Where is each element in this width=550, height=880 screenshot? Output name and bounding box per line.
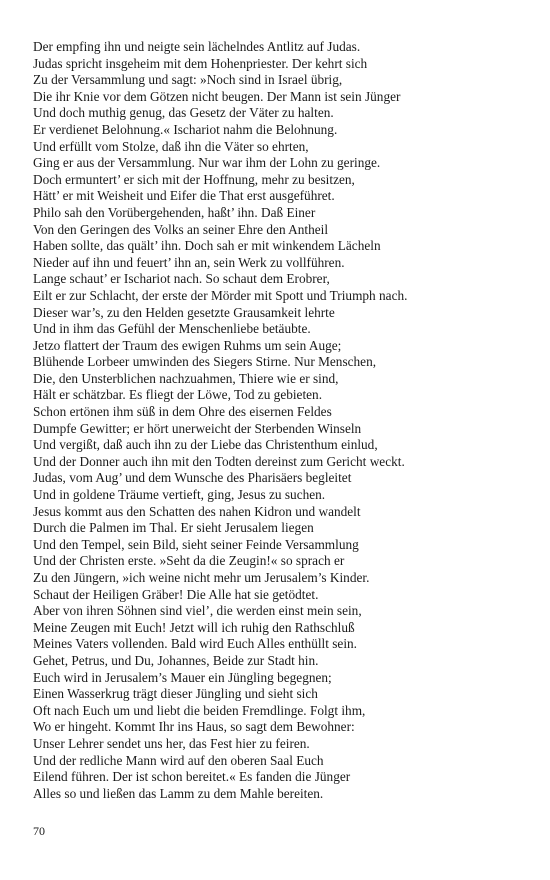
text-line: Gehet, Petrus, und Du, Johannes, Beide zur Stadt hin. bbox=[33, 652, 319, 668]
text-line: Der empfing ihn und neigte sein lächelndes Antlitz auf Judas. bbox=[33, 39, 361, 54]
text-line: Eilend führen. Der ist schon bereitet.« Es fanden die Jünger bbox=[33, 769, 351, 785]
text-line: Hält er schätzbar. Es fliegt der Löwe, Tod zu gebieten. bbox=[33, 387, 323, 403]
text-line: Jetzo flattert der Traum des ewigen Ruhms um sein Auge; bbox=[33, 337, 342, 353]
text-line: Nieder auf ihn und feuert’ ihn an, sein Werk zu vollführen. bbox=[33, 254, 345, 270]
text-line: Philo sah den Vorübergehenden, haßt’ ihn. Daß Einer bbox=[33, 204, 316, 220]
text-line: Die ihr Knie vor dem Götzen nicht beugen. Der Mann ist sein Jünger bbox=[33, 88, 401, 104]
text-line: Einen Wasserkrug trägt dieser Jüngling und sieht sich bbox=[33, 686, 318, 702]
text-line: Schaut der Heiligen Gräber! Die Alle hat sie getödtet. bbox=[33, 586, 319, 602]
text-line: Jesus kommt aus den Schatten des nahen Kidron und wandelt bbox=[33, 503, 361, 519]
text-line: Schon ertönen ihm süß in dem Ohre des eisernen Feldes bbox=[33, 404, 332, 420]
text-line: Dumpfe Gewitter; er hört unerweicht der Sterbenden Winseln bbox=[33, 420, 362, 436]
text-line: Euch wird in Jerusalem’s Mauer ein Jüngling begegnen; bbox=[33, 669, 332, 685]
text-line: Meine Zeugen mit Euch! Jetzt will ich ruhig den Rathschluß bbox=[33, 619, 355, 635]
text-line: Judas spricht insgeheim mit dem Hohenpriester. Der kehrt sich bbox=[33, 55, 368, 71]
text-line: Eilt er zur Schlacht, der erste der Mörder mit Spott und Triumph nach. bbox=[33, 287, 408, 303]
text-line: Und der Donner auch ihn mit den Todten dereinst zum Gericht weckt. bbox=[33, 453, 405, 469]
text-line: Zu der Versammlung und sagt: »Noch sind in Israel übrig, bbox=[33, 72, 343, 88]
text-line: Und den Tempel, sein Bild, sieht seiner Feinde Versammlung bbox=[33, 536, 359, 552]
poem-text bbox=[33, 39, 533, 802]
text-line: Alles so und ließen das Lamm zu dem Mahle bereiten. bbox=[33, 785, 324, 801]
text-line: Wo er hingeht. Kommt Ihr ins Haus, so sagt dem Bewohner: bbox=[33, 719, 355, 735]
text-line: Meines Vaters vollenden. Bald wird Euch Alles enthüllt sein. bbox=[33, 636, 357, 652]
text-line: Haben sollte, das quält’ ihn. Doch sah er mit winkendem Lächeln bbox=[33, 238, 381, 254]
text-line: Und der Christen erste. »Seht da die Zeugin!« so sprach er bbox=[33, 553, 345, 569]
text-line: Und in goldene Träume vertieft, ging, Jesus zu suchen. bbox=[33, 487, 326, 503]
page-number: 70 bbox=[33, 824, 45, 838]
text-line: Und vergißt, daß auch ihn zu der Liebe das Christenthum einlud, bbox=[33, 437, 378, 453]
text-line: Und in ihm das Gefühl der Menschenliebe betäubte. bbox=[33, 321, 311, 337]
text-line: Von den Geringen des Volks an seiner Ehre den Antheil bbox=[33, 221, 329, 237]
text-line: Zu den Jüngern, »ich weine nicht mehr um Jerusalem’s Kinder. bbox=[33, 570, 370, 585]
text-line: Lange schaut’ er Ischariot nach. So schaut dem Erobrer, bbox=[33, 271, 330, 287]
text-line: Blühende Lorbeer umwinden des Siegers Stirne. Nur Menschen, bbox=[33, 354, 377, 370]
text-line: Doch ermuntert’ er sich mit der Hoffnung, mehr zu besitzen, bbox=[33, 171, 355, 187]
text-line: Ging er aus der Versammlung. Nur war ihm der Lohn zu geringe. bbox=[33, 155, 381, 171]
text-line: Und der redliche Mann wird auf den oberen Saal Euch bbox=[33, 752, 324, 768]
text-line: Er verdienet Belohnung.« Ischariot nahm die Belohnung. bbox=[33, 121, 338, 137]
text-line: Unser Lehrer sendet uns her, das Fest hier zu feiren. bbox=[33, 735, 310, 751]
text-line: Die, den Unsterblichen nachzuahmen, Thiere wie er sind, bbox=[33, 370, 339, 386]
text-line: Und doch muthig genug, das Gesetz der Väter zu halten. bbox=[33, 105, 334, 121]
text-line: Durch die Palmen im Thal. Er sieht Jerusalem liegen bbox=[33, 520, 314, 536]
text-line: Judas, vom Aug’ und dem Wunsche des Pharisäers begleitet bbox=[33, 470, 352, 486]
text-line: Und erfüllt vom Stolze, daß ihn die Väter so ehrten, bbox=[33, 138, 309, 154]
text-line: Dieser war’s, zu den Helden gesetzte Grausamkeit lehrte bbox=[33, 304, 335, 320]
text-line: Oft nach Euch um und liebt die beiden Fremdlinge. Folgt ihm, bbox=[33, 702, 366, 718]
text-line: Hätt’ er mit Weisheit und Eifer die That erst ausgeführet. bbox=[33, 188, 335, 204]
text-line: Aber von ihren Söhnen sind viel’, die werden einst mein sein, bbox=[33, 603, 362, 619]
